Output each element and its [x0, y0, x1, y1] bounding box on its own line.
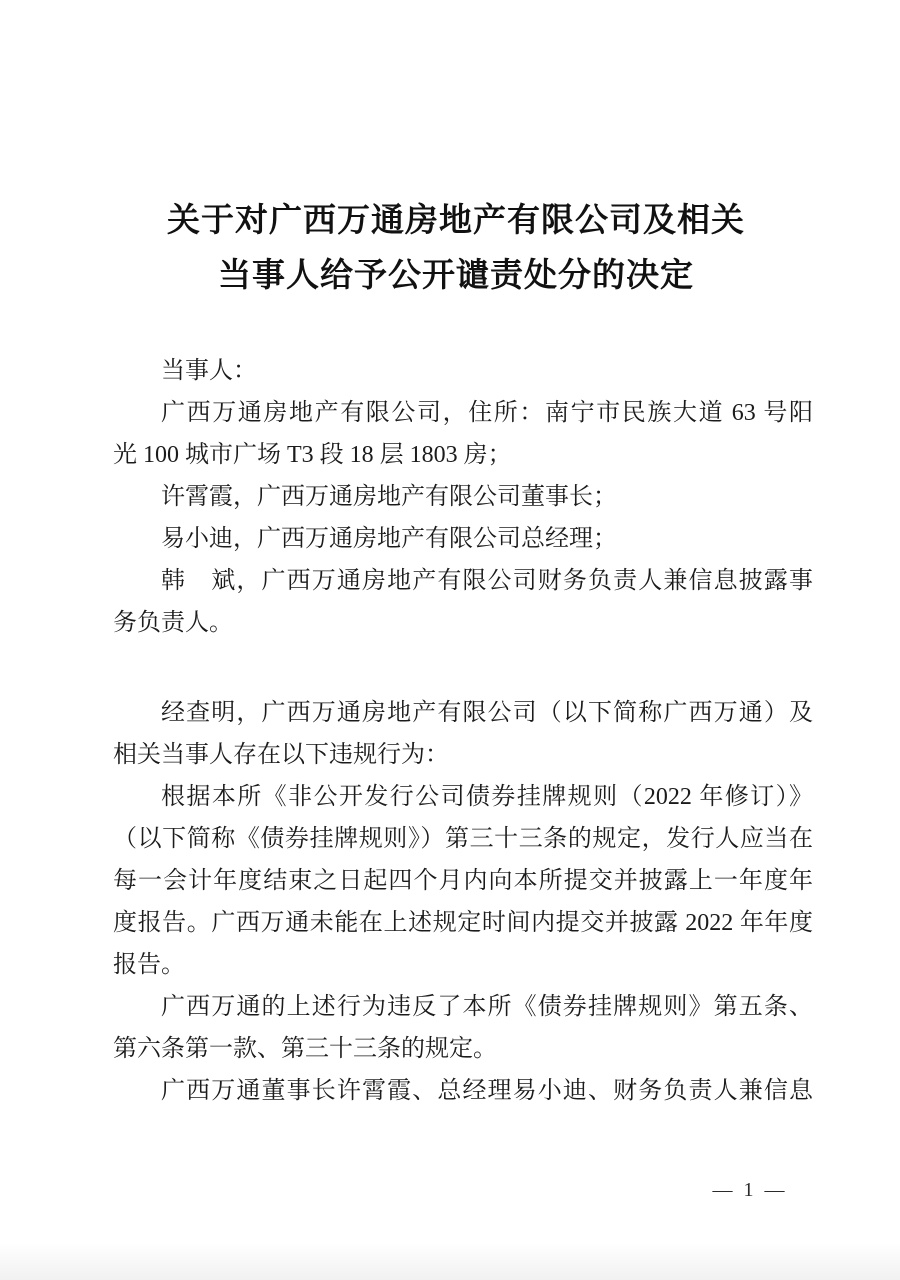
page-bottom-shadow: [0, 1242, 900, 1280]
body-line: 当事人：: [161, 358, 257, 384]
body-line: （以下简称《债券挂牌规则》）第三十三条的规定，发行人应当在: [113, 826, 813, 852]
body-line: 相关当事人存在以下违规行为：: [113, 742, 449, 768]
document-title: [6, 194, 900, 304]
body-line: 易小迪，广西万通房地产有限公司总经理；: [161, 526, 617, 552]
page-number: — 1 —: [712, 1179, 788, 1201]
document-body: [113, 350, 813, 1112]
body-line: 许霄霞，广西万通房地产有限公司董事长；: [161, 484, 617, 510]
body-line: 韩 斌，广西万通房地产有限公司财务负责人兼信息披露事: [161, 568, 813, 594]
title-line-2: 当事人给予公开谴责处分的决定: [218, 258, 694, 294]
body-line: 光 100 城市广场 T3 段 18 层 1803 房；: [113, 442, 512, 468]
body-line: 每一会计年度结束之日起四个月内向本所提交并披露上一年度年: [113, 868, 813, 894]
body-line: 度报告。广西万通未能在上述规定时间内提交并披露 2022 年年度: [113, 910, 813, 936]
body-line: 报告。: [113, 952, 185, 978]
body-line: 经查明，广西万通房地产有限公司（以下简称广西万通）及: [161, 700, 813, 726]
body-line: 务负责人。: [113, 610, 233, 636]
body-line: 广西万通的上述行为违反了本所《债券挂牌规则》第五条、: [161, 994, 813, 1020]
paragraph-gap: [113, 644, 813, 692]
body-line: 第六条第一款、第三十三条的规定。: [113, 1036, 497, 1062]
title-line-1: 关于对广西万通房地产有限公司及相关: [167, 203, 745, 239]
body-line: 根据本所《非公开发行公司债券挂牌规则（2022 年修订）》: [161, 784, 813, 810]
body-line: 广西万通董事长许霄霞、总经理易小迪、财务负责人兼信息: [161, 1078, 813, 1104]
body-line: 广西万通房地产有限公司，住所：南宁市民族大道 63 号阳: [161, 400, 813, 426]
